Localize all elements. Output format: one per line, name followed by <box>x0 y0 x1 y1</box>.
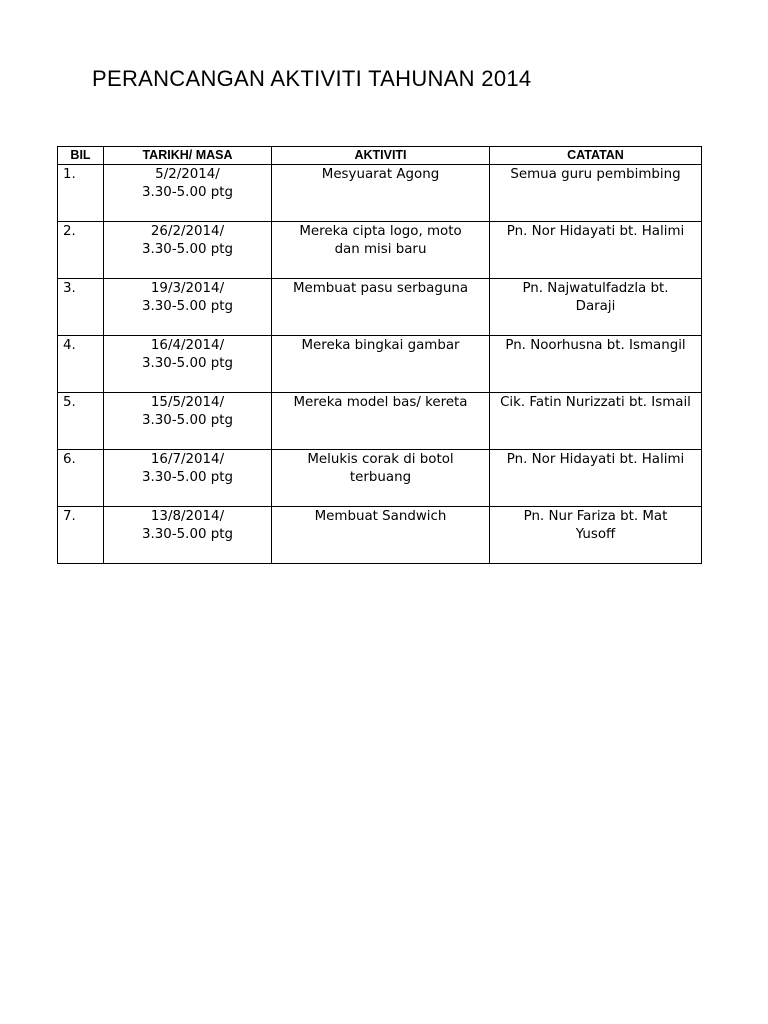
cell-activity-line: Mereka bingkai gambar <box>301 338 460 353</box>
cell-time: 3.30-5.00 ptg <box>142 356 233 371</box>
table-row <box>58 450 702 507</box>
cell-activity-line: terbuang <box>349 470 412 485</box>
cell-date: 19/3/2014/ <box>150 281 225 296</box>
cell-date: 5/2/2014/ <box>155 167 220 182</box>
header-catatan: CATATAN <box>490 147 702 165</box>
cell-bil: 1. <box>58 165 104 222</box>
cell-aktiviti <box>272 507 490 564</box>
cell-date: 16/4/2014/ <box>150 338 225 353</box>
cell-time: 3.30-5.00 ptg <box>142 470 233 485</box>
cell-bil: 5. <box>58 393 104 450</box>
cell-date: 26/2/2014/ <box>150 224 225 239</box>
cell-note-line: Daraji <box>575 299 616 314</box>
cell-tarikh-masa <box>104 450 272 507</box>
cell-aktiviti <box>272 222 490 279</box>
cell-time: 3.30-5.00 ptg <box>142 413 233 428</box>
cell-note-line: Pn. Nor Hidayati bt. Halimi <box>506 452 685 467</box>
cell-activity-line: Melukis corak di botol <box>307 452 454 467</box>
cell-activity-line: Mereka cipta logo, moto <box>299 224 462 239</box>
cell-bil: 3. <box>58 279 104 336</box>
cell-catatan <box>490 507 702 564</box>
table-row <box>58 279 702 336</box>
header-tarikh-masa: TARIKH/ MASA <box>104 147 272 165</box>
cell-catatan <box>490 165 702 222</box>
cell-aktiviti <box>272 336 490 393</box>
cell-tarikh-masa <box>104 222 272 279</box>
cell-tarikh-masa <box>104 393 272 450</box>
cell-catatan <box>490 393 702 450</box>
table-row <box>58 336 702 393</box>
cell-aktiviti <box>272 450 490 507</box>
table-row <box>58 507 702 564</box>
header-aktiviti: AKTIVITI <box>272 147 490 165</box>
cell-catatan <box>490 450 702 507</box>
cell-aktiviti <box>272 279 490 336</box>
table-header-row <box>58 147 702 165</box>
cell-tarikh-masa <box>104 507 272 564</box>
cell-note-line: Pn. Noorhusna bt. Ismangil <box>505 338 686 353</box>
cell-bil: 6. <box>58 450 104 507</box>
cell-date: 16/7/2014/ <box>150 452 225 467</box>
cell-note-line: Cik. Fatin Nurizzati bt. Ismail <box>500 395 691 410</box>
cell-activity-line: Membuat Sandwich <box>314 509 447 524</box>
cell-activity-line: Membuat pasu serbaguna <box>292 281 469 296</box>
table-row <box>58 393 702 450</box>
cell-date: 13/8/2014/ <box>150 509 225 524</box>
cell-note-line: Yusoff <box>575 527 616 542</box>
cell-time: 3.30-5.00 ptg <box>142 527 233 542</box>
table-row <box>58 222 702 279</box>
cell-bil: 4. <box>58 336 104 393</box>
cell-catatan <box>490 336 702 393</box>
cell-activity-line: Mesyuarat Agong <box>321 167 440 182</box>
cell-time: 3.30-5.00 ptg <box>142 185 233 200</box>
header-bil: BIL <box>58 147 104 165</box>
cell-tarikh-masa <box>104 165 272 222</box>
cell-aktiviti <box>272 165 490 222</box>
cell-time: 3.30-5.00 ptg <box>142 299 233 314</box>
cell-note-line: Pn. Najwatulfadzla bt. <box>522 281 669 296</box>
cell-bil: 2. <box>58 222 104 279</box>
cell-tarikh-masa <box>104 279 272 336</box>
activity-schedule-table <box>57 146 702 564</box>
cell-time: 3.30-5.00 ptg <box>142 242 233 257</box>
cell-aktiviti <box>272 393 490 450</box>
cell-tarikh-masa <box>104 336 272 393</box>
cell-note-line: Pn. Nur Fariza bt. Mat <box>523 509 668 524</box>
table-row <box>58 165 702 222</box>
cell-note-line: Pn. Nor Hidayati bt. Halimi <box>506 224 685 239</box>
cell-bil: 7. <box>58 507 104 564</box>
cell-note-line: Semua guru pembimbing <box>510 167 681 182</box>
page-title: PERANCANGAN AKTIVITI TAHUNAN 2014 <box>92 66 532 91</box>
cell-activity-line: Mereka model bas/ kereta <box>293 395 468 410</box>
cell-catatan <box>490 222 702 279</box>
cell-activity-line: dan misi baru <box>334 242 427 257</box>
cell-date: 15/5/2014/ <box>150 395 225 410</box>
cell-catatan <box>490 279 702 336</box>
